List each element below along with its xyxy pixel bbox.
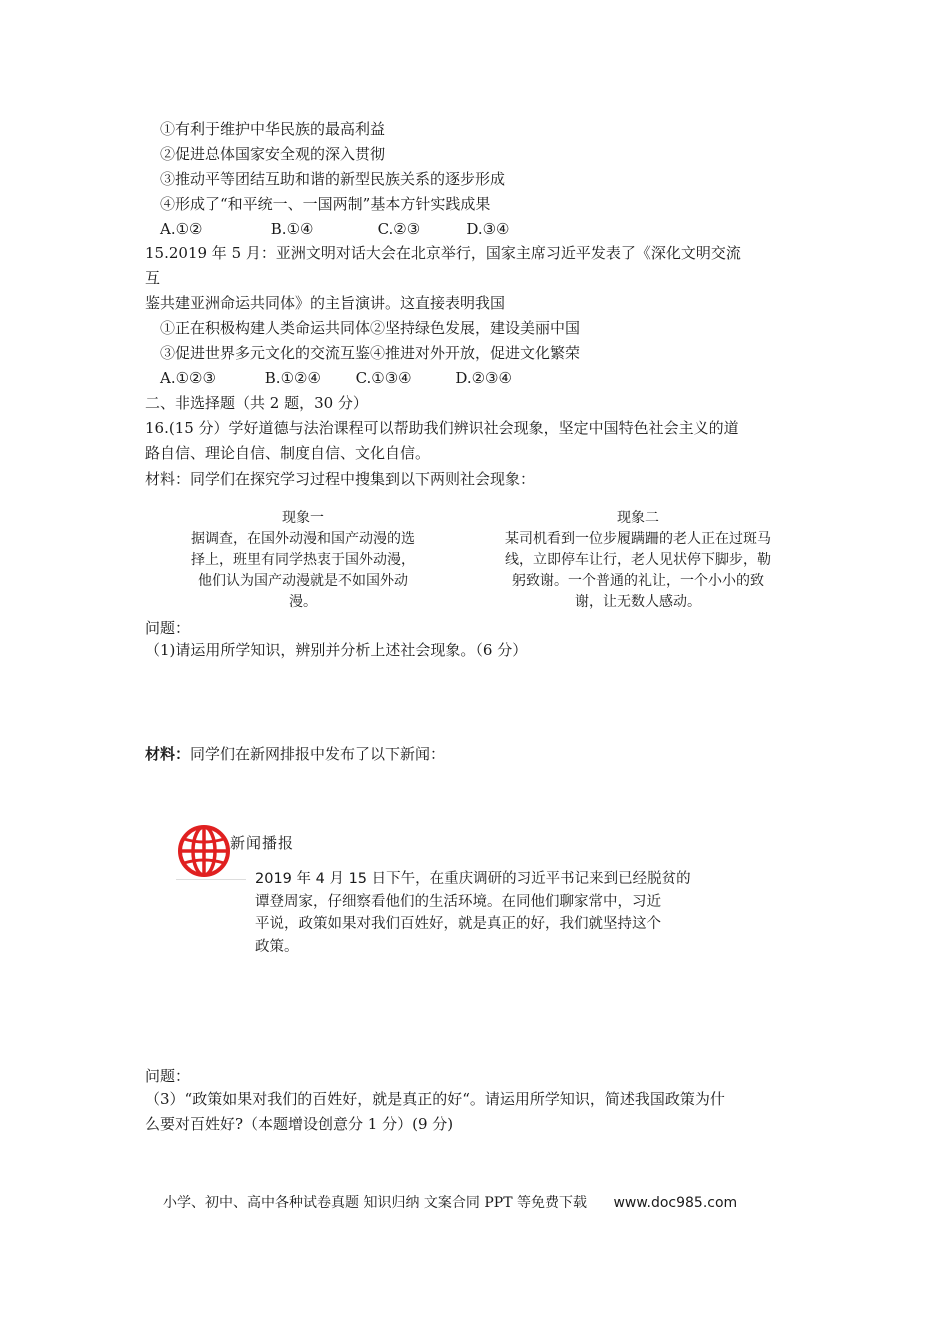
material-2-text: 同学们在新网排报中发布了以下新闻： [190, 745, 446, 763]
q16-stem-line2: 路自信、理论自信、制度自信、文化自信。 [145, 444, 431, 462]
q15-choice-c: C.①③④ [355, 369, 412, 387]
question-3-line1: （3）“政策如果对我们的百姓好，就是真正的好“。请运用所学知识，简述我国政策为什 [145, 1090, 725, 1108]
news-body [255, 868, 691, 958]
q14-choice-d: D.③④ [466, 220, 510, 238]
q14-choice-b: B.①④ [270, 220, 314, 238]
phenomenon-one-line: 择上，班里有同学热衷于国外动漫， [191, 552, 415, 568]
news-block [176, 820, 716, 960]
phenomenon-one-line: 漫。 [289, 594, 317, 610]
q15-choice-b: B.①②④ [264, 369, 321, 387]
material-2-label: 材料： [145, 745, 191, 763]
q14-choice-a: A.①② [160, 220, 203, 238]
section-heading: 二、非选择题（共 2 题，30 分） [145, 394, 368, 412]
news-line: 2019 年 4 月 15 日下午，在重庆调研的习近平书记来到已经脱贫的 [255, 871, 691, 887]
question-label-2: 问题： [145, 1067, 191, 1085]
q15-stem-line3: 鉴共建亚洲命运共同体》的主旨演讲。这直接表明我国 [145, 294, 506, 312]
news-line: 谭登周家，仔细察看他们的生活环境。在同他们聊家常中，习近 [255, 893, 661, 910]
news-line: 政策。 [255, 938, 299, 955]
phenomenon-two-line: 某司机看到一位步履蹒跚的老人正在过斑马 [505, 531, 771, 547]
q15-stem-line2: 互 [145, 269, 161, 287]
q14-option-1: ①有利于维护中华民族的最高利益 [160, 120, 386, 138]
footer [163, 1192, 737, 1212]
footer-site-link[interactable]: www.doc985.com [613, 1195, 738, 1211]
news-divider [176, 879, 246, 880]
phenomenon-one-line: 据调查，在国外动漫和国产动漫的选 [191, 531, 415, 547]
q15-choice-d: D.②③④ [455, 369, 512, 387]
footer-text: 小学、初中、高中各种试卷真题 知识归纳 文案合同 PPT 等免费下载 [163, 1195, 587, 1211]
globe-icon [176, 823, 232, 879]
phenomenon-two-line: 线，立即停车让行，老人见状停下脚步，勒 [505, 552, 771, 568]
phenomenon-two-box [478, 508, 798, 613]
q14-option-4: ④形成了“和平统一、一国两制”基本方针实践成果 [160, 195, 491, 213]
q15-choice-a: A.①②③ [160, 369, 216, 387]
phenomenon-two-line: 谢，让无数人感动。 [575, 594, 701, 610]
news-title: 新闻播报 [230, 834, 295, 852]
phenomenon-one-title: 现象一 [282, 510, 324, 526]
question-3-line2: 么要对百姓好?（本题增设创意分 1 分）(9 分) [145, 1115, 454, 1133]
q14-option-3: ③推动平等团结互助和谐的新型民族关系的逐步形成 [160, 170, 506, 188]
question-label-1: 问题： [145, 619, 191, 637]
q15-choices [160, 368, 512, 388]
q15-options-12: ①正在积极构建人类命运共同体②坚持绿色发展，建设美丽中国 [160, 319, 581, 337]
q14-choice-c: C.②③ [377, 220, 421, 238]
news-line: 平说，政策如果对我们百姓好，就是真正的好，我们就坚持这个 [255, 916, 661, 932]
q16-material-1: 材料：同学们在探究学习过程中搜集到以下两则社会现象： [145, 470, 536, 488]
phenomenon-one-line: 他们认为国产动漫就是不如国外动 [198, 573, 408, 589]
q16-stem-line1: 16.(15 分）学好道德与法治课程可以帮助我们辨识社会现象，坚定中国特色社会主义的道 [145, 419, 739, 437]
phenomenon-two-title: 现象二 [617, 510, 659, 526]
phenomenon-one-box [168, 508, 438, 613]
q14-choices [160, 219, 510, 239]
q14-option-2: ②促进总体国家安全观的深入贯彻 [160, 145, 386, 163]
material-2 [145, 744, 445, 764]
q15-stem-line1: 15.2019 年 5 月：亚洲文明对话大会在北京举行，国家主席习近平发表了《深化文明交流 [145, 244, 741, 262]
q15-options-34: ③促进世界多元文化的交流互鉴④推进对外开放，促进文化繁荣 [160, 344, 581, 362]
question-1: （1)请运用所学知识，辨别并分析上述社会现象。（6 分） [145, 641, 528, 659]
phenomenon-two-line: 躬致谢。一个普通的礼让，一个小小的致 [512, 573, 764, 589]
